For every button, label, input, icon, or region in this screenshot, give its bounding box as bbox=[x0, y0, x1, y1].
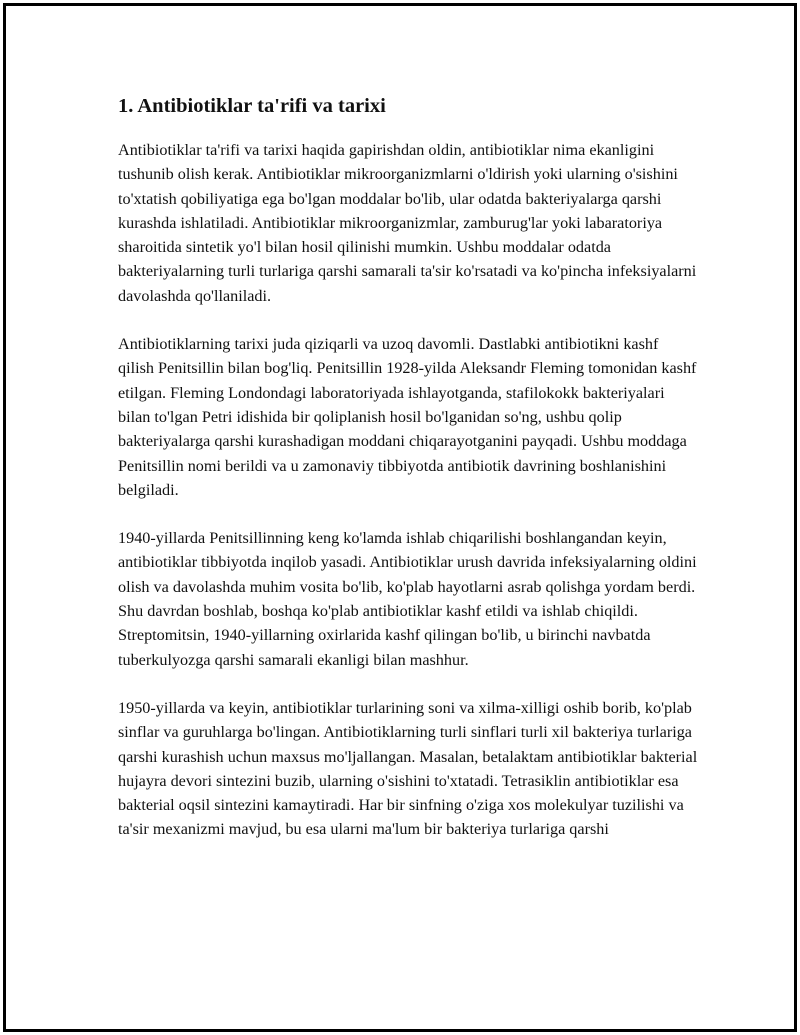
paragraph-1940s: 1940-yillarda Penitsillinning keng ko'lamda ishlab chiqarilishi boshlangandan keyin, antibiotiklar tibbiyotda inqilob yasadi. Antibiotiklar urush davrida infeksiyalarning oldini olish va davolashda muhim vosita bo'lib, ko'plab hayotlarni asrab qolishga yordam berdi. Shu davrdan boshlab, boshqa ko'plab antibiotiklar kashf etildi va ishlab chiqildi. Streptomitsin, 1940-yillarning oxirlarida kashf qilingan bo'lib, u birinchi navbatda tuberkulyozga qarshi samarali ekanligi bilan mashhur. bbox=[118, 529, 697, 669]
paragraph-definition: Antibiotiklar ta'rifi va tarixi haqida gapirishdan oldin, antibiotiklar nima ekanligini tushunib olish kerak. Antibiotiklar mikroorganizmlarni o'ldirish yoki ularning o'sishini to'xtatish qobiliyatiga ega bo'lgan moddalar bo'lib, ular odatda bakteriyalarga qarshi kurashda ishlatiladi. Antibiotiklar mikroorganizmlar, zamburug'lar yoki labaratoriya sharoitida sintetik yo'l bilan hosil qilinishi mumkin. Ushbu moddalar odatda bakteriyalarning turli turlariga qarshi samarali ta'sir ko'rsatadi va ko'pincha infeksiyalarni davolashda qo'llaniladi. bbox=[118, 141, 697, 305]
document-body bbox=[118, 92, 698, 842]
section-heading: 1. Antibiotiklar ta'rifi va tarixi bbox=[118, 95, 386, 117]
paragraph-1950s: 1950-yillarda va keyin, antibiotiklar turlarining soni va xilma-xilligi oshib borib, ko'plab sinflar va guruhlarga bo'lingan. Antibiotiklarning turli sinflari turli xil bakteriya turlariga qarshi kurashish uchun maxsus mo'ljallangan. Masalan, betalaktam antibiotiklar bakterial hujayra devori sintezini buzib, ularning o'sishini to'xtatadi. Tetrasiklin antibiotiklar esa bakterial oqsil sintezini kamaytiradi. Har bir sinfning o'ziga xos molekulyar tuzilishi va ta'sir mexanizmi mavjud, bu esa ularni ma'lum bir bakteriya turlariga qarshi bbox=[118, 698, 698, 839]
paragraph-history: Antibiotiklarning tarixi juda qiziqarli va uzoq davomli. Dastlabki antibiotikni kashf qilish Penitsillin bilan bog'liq. Penitsillin 1928-yilda Aleksandr Fleming tomonidan kashf etilgan. Fleming Londondagi laboratoriyada ishlayotganda, stafilokokk bakteriyalari bilan to'lgan Petri idishida bir qoliplanish hosil bo'lganidan so'ng, ushbu qolip bakteriyalarga qarshi kurashadigan moddani chiqarayotganini payqadi. Ushbu moddaga Penitsillin nomi berildi va u zamonaviy tibbiyotda antibiotik davrining boshlanishini belgiladi. bbox=[118, 335, 697, 499]
